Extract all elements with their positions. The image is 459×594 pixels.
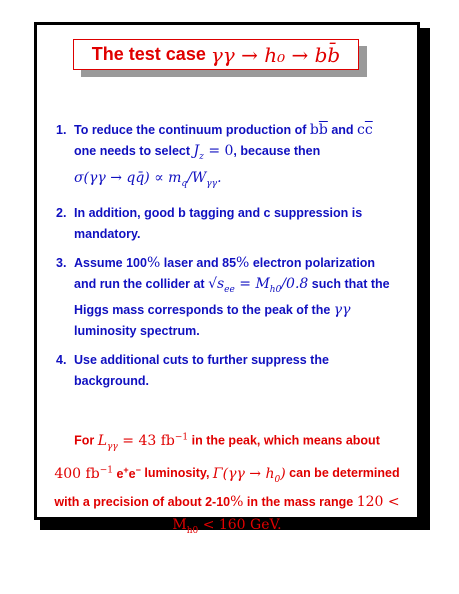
title-math: γγ → h₀ → bb̄	[210, 42, 341, 67]
list-item-4	[56, 350, 396, 392]
item-number: 3.	[56, 255, 67, 270]
item-text: one needs to select	[74, 144, 191, 158]
item-number: 4.	[56, 353, 67, 368]
math-bb: $b\overline{b}$	[309, 122, 328, 138]
item-text: such that the Higgs mass corresponds to the peak of the	[74, 276, 390, 318]
math-cc: $c\overline{c}$	[357, 122, 373, 138]
item-text: and	[331, 123, 354, 137]
ee-text: e+e−	[116, 464, 141, 481]
list-item-1	[56, 120, 396, 195]
conclusion-text: For $L_{\gamma\gamma} = 43$ $fb^{-1}$ in the peak, which means about 400 $fb^{-1}$ e+e− luminosity, $\Gamma(\gamma\gamma \to h_0)$ can be determined with a precision of about 2-10% in the mass range $120 < M_{h0} < 160$ GeV.	[54, 432, 400, 537]
percent-sign: %	[146, 254, 161, 271]
item-number: 2.	[56, 205, 67, 220]
math-jz: $J_z = 0$	[193, 143, 234, 162]
math-lumi: 400 $fb^{-1}$	[54, 464, 113, 482]
item-text: luminosity spectrum.	[74, 324, 200, 339]
math-range: $120 < M_{h0} < 160$ GeV.	[172, 494, 400, 537]
math-formula: σ(γγ → qq̄) ∝ $m_q/W_{\gamma\gamma}$.	[74, 169, 222, 189]
math-gamma: $\Gamma(\gamma\gamma \to h_0)$	[212, 465, 286, 485]
list-item-3	[56, 253, 396, 343]
list-item-2	[56, 203, 396, 245]
item-text: , because then	[233, 144, 321, 158]
title-prefix: The test case	[91, 44, 206, 64]
math-luminosity: $L_{\gamma\gamma} = 43$ $fb^{-1}$	[97, 432, 189, 452]
item-text: Assume 100	[74, 255, 147, 270]
item-text: electron polarization and run the collider at	[74, 255, 376, 291]
percent-sign: %	[236, 254, 250, 271]
slide-title	[73, 39, 359, 70]
bullet-list	[56, 120, 396, 400]
math-gg: γγ	[333, 302, 351, 319]
item-text: laser and 85	[163, 255, 237, 270]
item-text: Use additional cuts to further suppress the background.	[74, 353, 329, 389]
item-text: In addition, good b tagging and c suppression is mandatory.	[74, 205, 363, 241]
item-text: To reduce the continuum production of	[74, 123, 307, 137]
math-sqrt: $√s_{ee} = M_{h0}/0.8$	[208, 275, 309, 295]
item-number: 1.	[56, 123, 67, 137]
